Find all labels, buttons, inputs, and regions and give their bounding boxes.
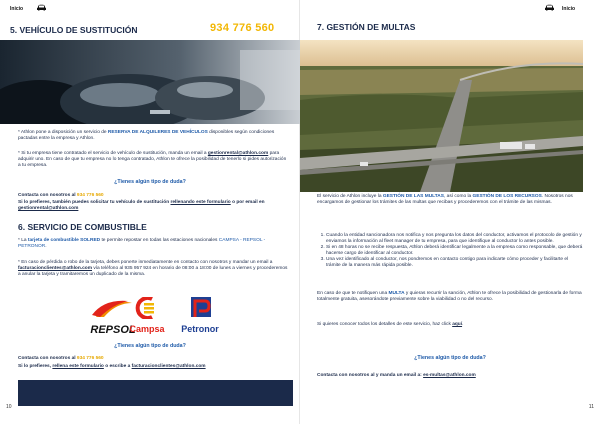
car-icon — [36, 4, 47, 11]
car-photo — [0, 40, 300, 124]
paragraph-perdida: * En caso de pérdida o robo de la tarjeta, debes ponerte inmediatamente en contacto con nosotros y mandar un email a facturacionclientes@athlon.com vía teléfono al 935 957 924 en horario de 08:00 a 18:00 de lunes a viernes y procederemos a anular la tarjeta y tramitaremos un duplicado de la misma. — [18, 260, 288, 278]
list-item: 2. Si en 48 horas no se recibe respuesta, Athlon deberá identificar legalmente a la empresa como responsable, que deberá hacerse cargo de identificar al conductor. — [326, 245, 584, 257]
page-number-left: 10 — [6, 404, 12, 410]
highway-photo — [300, 40, 583, 192]
contact-form-line: Si lo prefieres, también puedes solicitar tu vehículo de sustitución rellenando este formulario o por email en gestionrental@athlon.com — [18, 200, 265, 212]
contact-form-line-2: Si lo prefieres, rellena este formulario o escribe a facturacionclientes@athlon.com — [18, 364, 206, 369]
form-link[interactable]: rellenando este formulario — [170, 200, 231, 205]
email-link-facturacion-2[interactable]: facturacionclientes@athlon.com — [131, 364, 206, 369]
nav-home[interactable] — [10, 6, 23, 12]
paragraph-solred: * La tarjeta de combustible SOLRED te permite repostar en todas las estaciones nacionales CAMPSA - REPSOL - PETRONOR. — [18, 238, 266, 250]
home-link[interactable]: Inicio — [562, 6, 576, 12]
page-right — [300, 0, 600, 424]
phone-number[interactable]: 934 776 560 — [210, 22, 275, 34]
form-link-2[interactable]: rellena este formulario — [52, 364, 104, 369]
page-number-right: 11 — [588, 404, 594, 410]
repsol-logo: REPSOL — [88, 297, 138, 331]
question-heading-2: ¿Tienes algún tipo de duda? — [114, 343, 186, 349]
contact-line: Contacta con nosotros al 934 776 560 — [18, 193, 104, 198]
paragraph-detalles: Si quieres conocer todos los detalles de este servicio, haz click aquí. — [317, 322, 464, 327]
paragraph-contratado: * Si tu empresa tiene contratado el servicio de vehículo de sustitución, manda un email a gestionrental@athlon.com para adquirir uno. En caso de que tu empresa no lo tenga contratado, Athlon te ofrece la posibilidad de tenerlo si pides autorización a tu empresa. — [18, 151, 287, 169]
email-link-multas[interactable]: es-multas@athlon.com — [423, 373, 476, 378]
paragraph-reserva: * Athlon pone a disposición un servicio de RESERVA DE ALQUILERES DE VEHÍCULOS disponibles según condiciones pactadas entre la empresa y Athlon. — [18, 130, 275, 142]
section-title-vehiculo: 5. VEHÍCULO DE SUSTITUCIÓN — [10, 25, 138, 35]
list-item: 1. Cuando la entidad sancionadora nos notifica y nos pregunta los datos del conductor, activamos el protocolo de gestión y enviamos la información al fleet manager de tu empresa, para que identifique al conductor lo antes posible. — [326, 233, 584, 245]
home-link[interactable]: Inicio — [10, 6, 24, 12]
email-link-rental[interactable]: gestionrental@athlon.com — [207, 151, 269, 156]
paragraph-recurso: En caso de que te notifiquen una MULTA y quieras recurrir la sanción, Athlon te ofrece la posibilidad de gestionarla de forma totalmente gratuita, asesorándote previamente sobre la viabilidad o no del recurso. — [317, 291, 582, 303]
contact-line-2: Contacta con nosotros al 934 776 560 — [18, 356, 104, 361]
email-link-rental-2[interactable]: gestionrental@athlon.com — [18, 206, 79, 212]
car-icon — [544, 4, 555, 11]
paragraph-multas: El servicio de Athlon incluye la GESTIÓN DE LAS MULTAS, así como la GESTIÓN DE LOS RECURSOS. Nosotros nos encargamos de gestionar los trámites de las multas que recibas y procederemos con el trámite de las mismas. — [317, 194, 573, 206]
section-title-multas: 7. GESTIÓN DE MULTAS — [317, 22, 416, 32]
process-list — [326, 233, 584, 270]
email-link-facturacion[interactable]: facturacionclientes@athlon.com — [18, 266, 92, 272]
list-item: 3. Una vez identificado al conductor, nos pondremos en contacto contigo para indicarte cómo proceder y facilitarte el trámite de la manera más rápida posible. — [326, 257, 584, 269]
campsa-logo: Campsa — [122, 297, 172, 331]
section-title-combustible: 6. SERVICIO DE COMBUSTIBLE — [18, 222, 147, 232]
nav-home-right[interactable] — [562, 6, 575, 12]
contact-line-right: Contacta con nosotros al y manda un email a: es-multas@athlon.com — [317, 373, 476, 378]
petronor-logo: Petronor — [175, 297, 225, 331]
aqui-link[interactable]: aquí — [452, 322, 463, 327]
question-heading: ¿Tienes algún tipo de duda? — [114, 179, 186, 185]
footer-bar — [18, 380, 293, 406]
question-heading-right: ¿Tienes algún tipo de duda? — [414, 355, 486, 361]
